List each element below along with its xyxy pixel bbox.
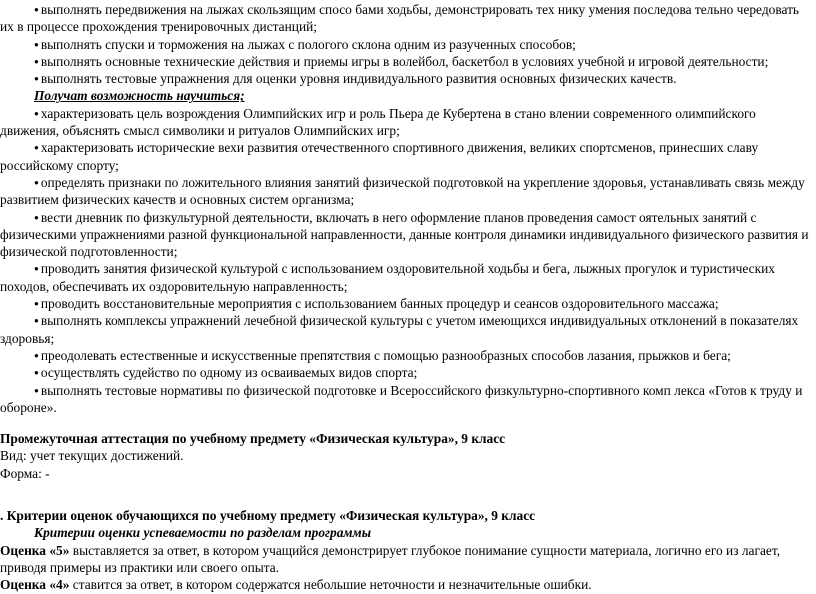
attestation-section	[0, 430, 816, 482]
list-item: ● определять признаки по ложительного влияния занятий физической подготовкой на укрепление здоровья, устанавливать связь между развитием физических качеств и основных систем организма;	[0, 174, 816, 209]
list-item: ● характеризовать цель возрождения Олимпийских игр и роль Пьера де Кубертена в стано влении современного олимпийского движения, объяснять смысл символики и ритуалов Олимпийских игр;	[0, 105, 816, 140]
attestation-form: Форма: -	[0, 465, 50, 481]
grade-5-text: выставляется за ответ, в котором учащийся демонстрирует глубокое понимание сущности материала, логично его из лагает, приводя примеры из практики или своего опыта.	[0, 542, 781, 575]
grade-5-label: Оценка «5»	[0, 542, 70, 558]
list-item: ● преодолевать естественные и искусственные препятствия с помощью разнообразных способов лазания, прыжков и бега;	[0, 347, 816, 364]
subheading-opportunity: Получат возможность научиться;	[34, 88, 245, 104]
bullet-list-skills	[0, 1, 816, 87]
list-item: ● выполнять спуски и торможения на лыжах с пологого склона одним из разученных способов;	[0, 36, 816, 53]
attestation-kind: Вид: учет текущих достижений.	[0, 448, 184, 464]
list-item: ● осуществлять судейство по одному из осваиваемых видов спорта;	[0, 364, 816, 381]
list-item: ● выполнять передвижения на лыжах скользящим спосо бами ходьбы, демонстрировать тех нику умения последова тельно чередовать их в процессе прохождения тренировочных дистанций;	[0, 1, 816, 36]
criteria-title: . Критерии оценок обучающихся по учебному предмету «Физическая культура», 9 класс	[0, 508, 536, 524]
criteria-subtitle: Критерии оценки успеваемости по разделам программы	[34, 525, 372, 541]
grade-4-paragraph	[0, 576, 816, 593]
criteria-section	[0, 507, 816, 593]
list-item: ● вести дневник по физкультурной деятельности, включать в него оформление планов проведения самост оятельных занятий с физическими упражнениями разной функциональной направленности, данные контроля динамики индивидуального физического развития и физической подготовленности;	[0, 209, 816, 261]
bullet-list-opportunity	[0, 105, 816, 416]
list-item: ● характеризовать исторические вехи развития отечественного спортивного движения, великих спортсменов, принесших славу российскому спорту;	[0, 139, 816, 174]
grade-4-text: ставится за ответ, в котором содержатся небольшие неточности и незначительные ошибки.	[69, 577, 592, 593]
grade-4-label: Оценка «4»	[0, 577, 70, 593]
attestation-title: Промежуточная аттестация по учебному предмету «Физическая культура», 9 класс	[0, 431, 506, 447]
grade-5-paragraph	[0, 542, 816, 577]
list-item: ● выполнять комплексы упражнений лечебной физической культуры с учетом имеющихся индивидуальных отклонений в показателях здоровья;	[0, 312, 816, 347]
list-item: ● выполнять тестовые нормативы по физической подготовке и Всероссийского физкультурно-спортивного комп лекса «Готов к труду и обороне».	[0, 382, 816, 417]
document-page	[0, 1, 816, 594]
list-item: ● проводить занятия физической культурой с использованием оздоровительной ходьбы и бега, лыжных прогулок и туристических походов, обеспечивать их оздоровительную направленность;	[0, 260, 816, 295]
list-item: ● выполнять тестовые упражнения для оценки уровня индивидуального развития основных физических качеств.	[0, 70, 816, 87]
list-item: ● выполнять основные технические действия и приемы игры в волейбол, баскетбол в условиях учебной и игровой деятельности;	[0, 53, 816, 70]
list-item: ● проводить восстановительные мероприятия с использованием банных процедур и сеансов оздоровительного массажа;	[0, 295, 816, 312]
